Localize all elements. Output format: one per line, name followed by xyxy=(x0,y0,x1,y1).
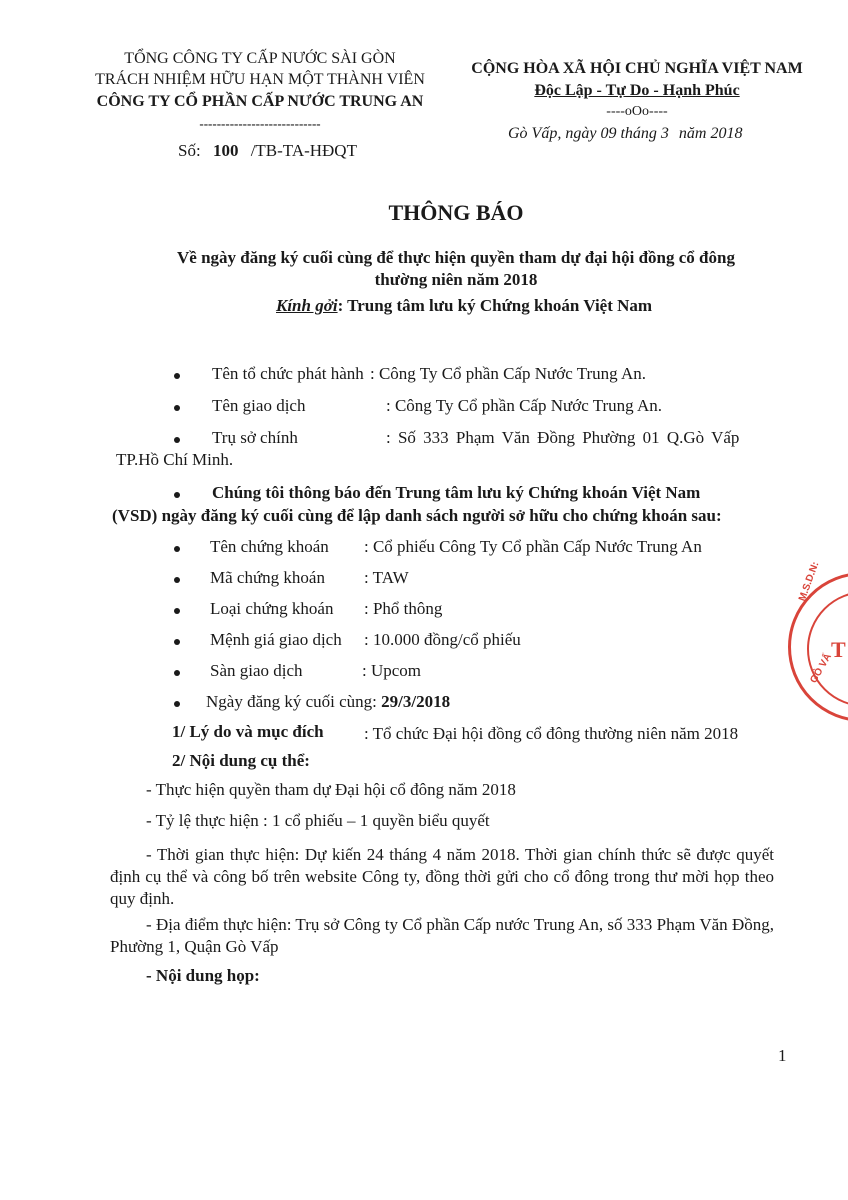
bullet-icon xyxy=(174,437,180,443)
record-date xyxy=(206,692,450,712)
national-motto: Độc Lập - Tự Do - Hạnh Phúc xyxy=(534,82,740,99)
seal-text-top: M.S.D.N: xyxy=(797,560,822,603)
subtitle-line-2: thường niên năm 2018 xyxy=(374,270,538,289)
place-paragraph: - Địa điểm thực hiện: Trụ sở Công ty Cổ phần Cấp nước Trung An, số 333 Phạm Văn Đồng, Phường 1, Quận Gò Vấp xyxy=(110,915,774,956)
security-code-label: Mã chứng khoán xyxy=(210,568,325,587)
head-office-value: : Số 333 Phạm Văn Đồng Phường 01 Q.Gò Vấp xyxy=(386,428,740,447)
issuer-name-label: Tên tổ chức phát hành xyxy=(212,364,364,383)
date-prefix: Gò Vấp, ngày xyxy=(508,125,597,142)
national-title: CỘNG HÒA XÃ HỘI CHỦ NGHĨA VIỆT NAM xyxy=(471,60,803,77)
par-value-value: : 10.000 đồng/cổ phiếu xyxy=(364,630,521,649)
reason-label: 1/ Lý do và mục đích xyxy=(172,722,324,741)
bullet-icon xyxy=(174,492,180,498)
doc-number-value: 100 xyxy=(212,141,239,160)
header-right-divider: ----oOo---- xyxy=(606,104,668,119)
content-item: - Thực hiện quyền tham dự Đại hội cổ đông năm 2018 xyxy=(146,780,516,799)
exchange-label: Sàn giao dịch xyxy=(210,661,303,680)
head-office-label: Trụ sở chính xyxy=(212,428,298,447)
announcement-line-2: (VSD) ngày đăng ký cuối cùng để lập danh sách người sở hữu cho chứng khoán sau: xyxy=(112,506,722,525)
bullet-icon xyxy=(174,577,180,583)
bullet-icon xyxy=(174,405,180,411)
header-left-divider: ---------------------------- xyxy=(199,116,321,131)
date-year: 2018 xyxy=(710,125,743,142)
date-month: 3 xyxy=(660,125,669,142)
content-label: 2/ Nội dung cụ thể: xyxy=(172,751,310,770)
recipient-line xyxy=(276,296,652,316)
record-date-value: 29/3/2018 xyxy=(381,692,451,711)
date-month-label: tháng xyxy=(620,125,657,142)
security-type-label: Loại chứng khoán xyxy=(210,599,334,618)
record-date-label: Ngày đăng ký cuối cùng: xyxy=(206,692,377,711)
org-parent: TỔNG CÔNG TY CẤP NƯỚC SÀI GÒN xyxy=(124,50,396,67)
bullet-icon xyxy=(174,608,180,614)
company-seal xyxy=(788,560,848,722)
recipient-label: Kính gởi xyxy=(276,296,338,315)
security-type-value: : Phổ thông xyxy=(364,599,443,618)
bullet-icon xyxy=(174,670,180,676)
agenda-label: - Nội dung họp: xyxy=(146,966,260,985)
org-type: TRÁCH NHIỆM HỮU HẠN MỘT THÀNH VIÊN xyxy=(95,71,425,88)
content-item: - Tỷ lệ thực hiện : 1 cổ phiếu – 1 quyền biểu quyết xyxy=(146,811,490,830)
subtitle-line-1: Về ngày đăng ký cuối cùng để thực hiện quyền tham dự đại hội đồng cổ đông xyxy=(177,248,735,267)
bullet-icon xyxy=(174,546,180,552)
time-paragraph: - Thời gian thực hiện: Dự kiến 24 tháng 4 năm 2018. Thời gian chính thức sẽ được quyết định cụ thể và công bố trên website Công ty, đồng thời gửi cho cổ đông trong thư mời họp theo quy định. xyxy=(110,845,774,908)
recipient-value: : Trung tâm lưu ký Chứng khoán Việt Nam xyxy=(337,296,653,315)
security-name-value: : Cổ phiếu Công Ty Cổ phần Cấp Nước Trung An xyxy=(364,537,702,556)
exchange-value: : Upcom xyxy=(362,661,422,680)
par-value-label: Mệnh giá giao dịch xyxy=(210,630,342,649)
document-number xyxy=(178,141,357,161)
bullet-icon xyxy=(174,639,180,645)
trading-name-label: Tên giao dịch xyxy=(212,396,306,415)
security-code-value: : TAW xyxy=(364,568,409,587)
document-title: THÔNG BÁO xyxy=(388,200,524,225)
security-name-label: Tên chứng khoán xyxy=(210,537,329,556)
reason-value: : Tổ chức Đại hội đồng cổ đông thường niên năm 2018 xyxy=(364,724,739,743)
announcement-line-1: Chúng tôi thông báo đến Trung tâm lưu ký Chứng khoán Việt Nam xyxy=(212,483,701,502)
trading-name-value: : Công Ty Cổ phần Cấp Nước Trung An. xyxy=(386,396,662,415)
issuer-name-value: : Công Ty Cổ phần Cấp Nước Trung An. xyxy=(370,364,646,383)
company-name: CÔNG TY CỔ PHẦN CẤP NƯỚC TRUNG AN xyxy=(96,93,424,110)
page-number: 1 xyxy=(778,1046,787,1065)
seal-letter: T xyxy=(831,637,846,662)
doc-number-label: Số: xyxy=(178,141,201,160)
date-year-label: năm xyxy=(678,125,707,142)
seal-text-side: GÒ VẤ xyxy=(808,651,834,686)
bullet-icon xyxy=(174,373,180,379)
issue-date xyxy=(508,125,742,143)
bullet-icon xyxy=(174,701,180,707)
date-day: 09 xyxy=(600,125,617,142)
head-office-continuation: TP.Hồ Chí Minh. xyxy=(116,450,234,469)
doc-number-suffix: /TB-TA-HĐQT xyxy=(250,141,357,160)
